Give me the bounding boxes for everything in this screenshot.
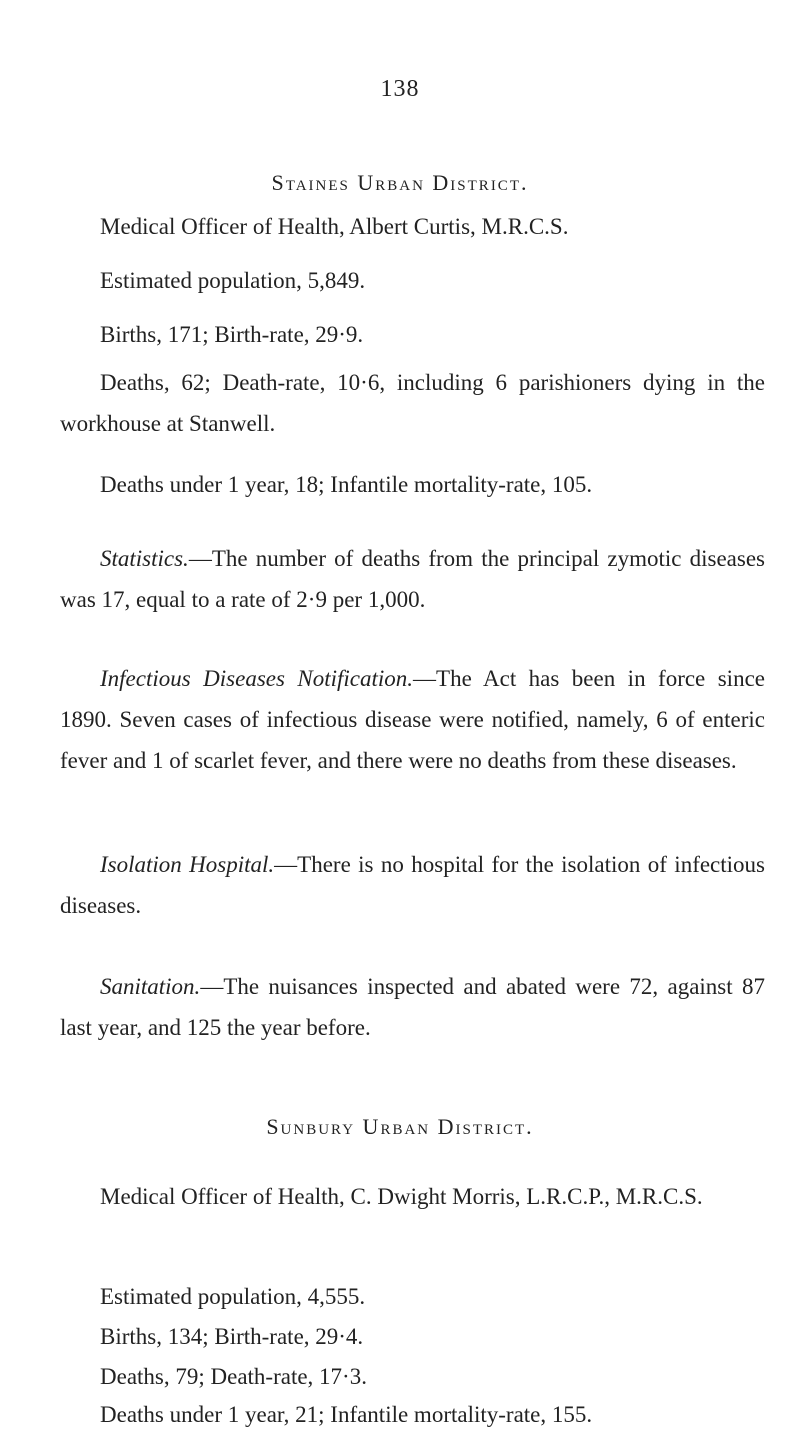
statistics-text: —The number of deaths from the principal zymotic diseases was 17, equal to a rate of 2·9 per 1,000. [60, 546, 765, 612]
sunbury-deaths-under-1: Deaths under 1 year, 21; Infantile mortality-rate, 155. [100, 1402, 593, 1427]
staines-heading: Staines Urban District. [271, 170, 529, 195]
staines-isolation-paragraph [60, 844, 765, 926]
isolation-text: —There is no hospital for the isolation of infectious diseases. [60, 852, 766, 918]
infectious-text: —The Act has been in force since 1890. Seven cases of infectious disease were notified, namely, 6 of enteric fever and 1 of scarlet fever, and there were no deaths from these diseases. [60, 666, 765, 773]
staines-deaths: Deaths, 62; Death-rate, 10·6, including 6 parishioners dying in the workhouse at Stanwell. [60, 370, 765, 436]
staines-deaths-under-1: Deaths under 1 year, 18; Infantile mortality-rate, 105. [100, 472, 593, 497]
isolation-title: Isolation Hospital. [100, 852, 275, 877]
staines-medical-officer: Medical Officer of Health, Albert Curtis, M.R.C.S. [100, 214, 569, 239]
staines-sanitation-paragraph [60, 966, 765, 1048]
staines-statistics-paragraph [60, 538, 765, 620]
staines-infectious-paragraph [60, 658, 765, 781]
staines-population: Estimated population, 5,849. [100, 268, 366, 293]
infectious-title: Infectious Diseases Notification. [100, 666, 414, 691]
sunbury-medical-officer: Medical Officer of Health, C. Dwight Morris, L.R.C.P., M.R.C.S. [100, 1184, 703, 1209]
sunbury-population: Estimated population, 4,555. [100, 1284, 366, 1309]
sunbury-births: Births, 134; Birth-rate, 29·4. [100, 1324, 364, 1349]
sanitation-title: Sanitation. [100, 974, 201, 999]
page-number: 138 [380, 76, 420, 102]
staines-births: Births, 171; Birth-rate, 29·9. [100, 322, 364, 347]
sunbury-heading: Sunbury Urban District. [266, 1114, 534, 1139]
statistics-title: Statistics. [100, 546, 189, 571]
sanitation-text: —The nuisances inspected and abated were 72, against 87 last year, and 125 the year before. [60, 974, 765, 1040]
sunbury-deaths: Deaths, 79; Death-rate, 17·3. [100, 1364, 367, 1389]
